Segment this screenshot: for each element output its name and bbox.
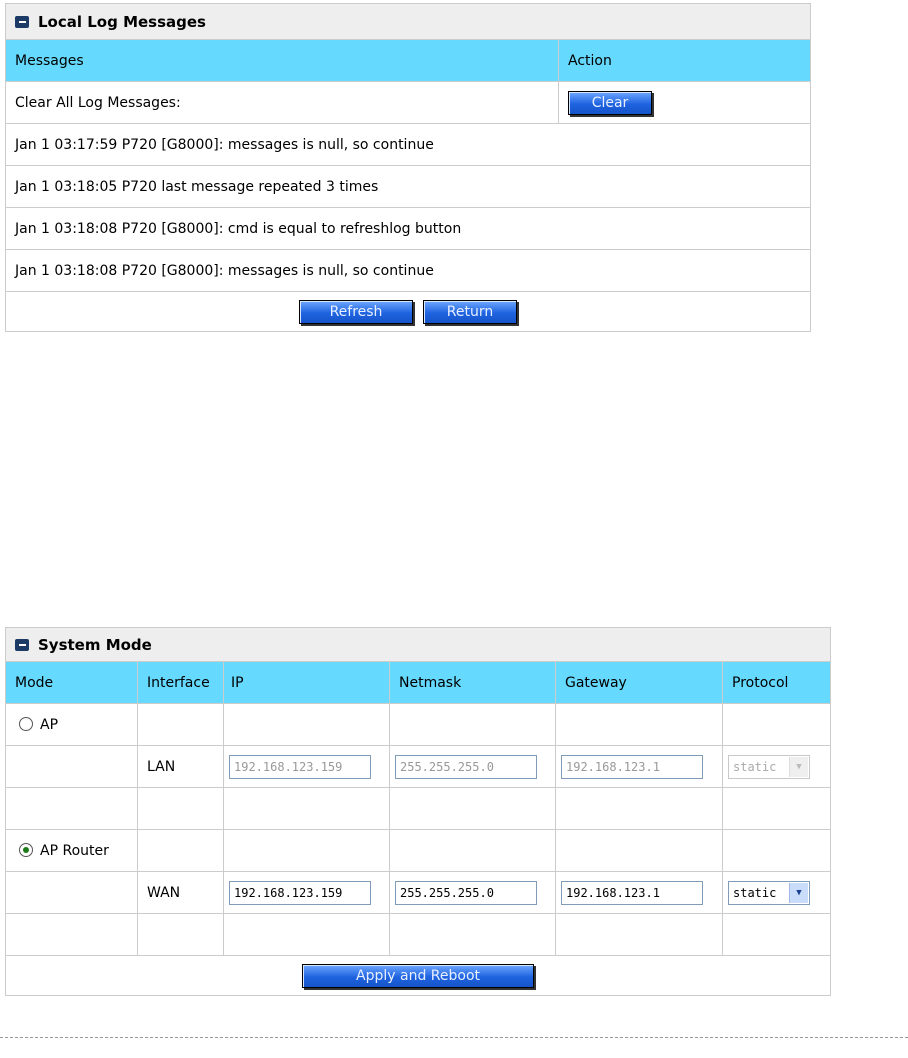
mode-ap-cell[interactable] bbox=[6, 704, 138, 746]
refresh-button[interactable]: Refresh bbox=[299, 300, 413, 324]
dashed-divider bbox=[0, 1037, 908, 1038]
ip-column-header: IP bbox=[224, 662, 390, 704]
gateway-column-header: Gateway bbox=[556, 662, 723, 704]
clear-button[interactable]: Clear bbox=[568, 91, 652, 115]
wan-gateway-input[interactable] bbox=[561, 881, 703, 905]
apply-and-reboot-button[interactable]: Apply and Reboot bbox=[302, 964, 534, 988]
log-entry: Jan 1 03:18:08 P720 [G8000]: cmd is equal to refreshlog button bbox=[6, 208, 811, 250]
system-mode-panel bbox=[5, 627, 831, 996]
log-panel-title: Local Log Messages bbox=[6, 4, 811, 40]
chevron-down-icon: ▼ bbox=[789, 883, 808, 903]
log-entry: Jan 1 03:18:08 P720 [G8000]: messages is null, so continue bbox=[6, 250, 811, 292]
ap-router-mode-label: AP Router bbox=[40, 842, 109, 859]
return-button[interactable]: Return bbox=[423, 300, 517, 324]
log-actions-row bbox=[6, 292, 811, 332]
interface-column-header: Interface bbox=[138, 662, 224, 704]
messages-column-header: Messages bbox=[6, 40, 559, 82]
wan-protocol-select[interactable]: static ▼ bbox=[728, 881, 810, 905]
chevron-down-icon: ▼ bbox=[789, 757, 808, 777]
lan-protocol-select[interactable]: static ▼ bbox=[728, 755, 810, 779]
lan-ip-input[interactable] bbox=[229, 755, 371, 779]
lan-netmask-input[interactable] bbox=[395, 755, 537, 779]
arrow-right-icon bbox=[15, 16, 29, 28]
clear-all-label: Clear All Log Messages: bbox=[6, 82, 559, 124]
netmask-column-header: Netmask bbox=[390, 662, 556, 704]
clear-cell bbox=[559, 82, 811, 124]
action-column-header: Action bbox=[559, 40, 811, 82]
mode-column-header: Mode bbox=[6, 662, 138, 704]
arrow-right-icon bbox=[15, 639, 29, 651]
system-mode-title: System Mode bbox=[6, 628, 831, 662]
wan-interface-label: WAN bbox=[138, 872, 224, 914]
ap-router-radio[interactable] bbox=[19, 843, 33, 857]
ap-mode-label: AP bbox=[40, 716, 59, 733]
log-entry: Jan 1 03:17:59 P720 [G8000]: messages is null, so continue bbox=[6, 124, 811, 166]
log-messages-panel bbox=[5, 3, 811, 332]
system-mode-actions-row bbox=[6, 956, 831, 996]
log-entry: Jan 1 03:18:05 P720 last message repeated 3 times bbox=[6, 166, 811, 208]
wan-ip-input[interactable] bbox=[229, 881, 371, 905]
mode-ap-router-cell[interactable] bbox=[6, 830, 138, 872]
wan-netmask-input[interactable] bbox=[395, 881, 537, 905]
ap-radio[interactable] bbox=[19, 717, 33, 731]
protocol-column-header: Protocol bbox=[723, 662, 831, 704]
lan-interface-label: LAN bbox=[138, 746, 224, 788]
lan-gateway-input[interactable] bbox=[561, 755, 703, 779]
